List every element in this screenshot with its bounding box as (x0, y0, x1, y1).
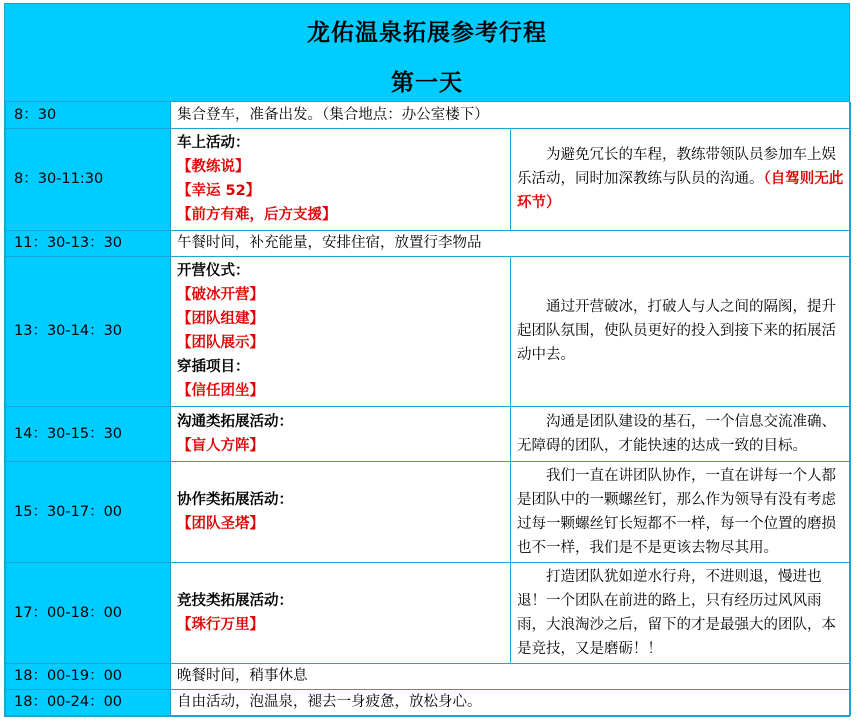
description-cell (511, 461, 851, 562)
day-title: 第一天 (391, 69, 463, 96)
description-text: 沟通是团队建设的基石，一个信息交流准确、无障碍的团队，才能快速的达成一致的目标。 (517, 413, 836, 454)
itinerary-sheet (4, 3, 850, 717)
activity-item: 【破冰开营】 (177, 287, 264, 303)
time-cell: 13：30-14：30 (6, 256, 171, 406)
activity-heading: 竞技类拓展活动： (177, 592, 293, 609)
table-row (6, 102, 851, 128)
activity-cell (171, 562, 511, 663)
schedule-table (5, 102, 851, 716)
activity-item: 【前方有难，后方支援】 (177, 207, 337, 223)
activity-cell: 午餐时间，补充能量，安排住宿，放置行李物品 (171, 230, 851, 256)
description-note: （自驾则无此环节） (517, 171, 844, 211)
description-text: 打造团队犹如逆水行舟，不进则退，慢进也退！一个团队在前进的路上，只有经历过风风雨雨，大浪淘沙之后，留下的才是最强大的团队，本是竞技，又是磨砺！！ (517, 568, 836, 657)
activity-item: 【盲人方阵】 (177, 437, 264, 454)
description-cell (511, 406, 851, 461)
table-row (6, 256, 851, 406)
time-cell: 8：30 (6, 102, 171, 128)
description-cell (511, 128, 851, 230)
activity-heading: 车上活动： (177, 135, 250, 151)
activity-heading: 开营仪式： (177, 263, 250, 279)
activity-cell (171, 461, 511, 562)
time-cell: 8：30-11:30 (6, 128, 171, 230)
description-cell (511, 562, 851, 663)
time-cell: 15：30-17：00 (6, 461, 171, 562)
description-cell (511, 256, 851, 406)
activity-cell: 晚餐时间，稍事休息 (171, 663, 851, 689)
activity-cell (171, 128, 511, 230)
activity-cell: 自由活动，泡温泉，褪去一身疲惫，放松身心。 (171, 689, 851, 715)
time-cell: 11：30-13：30 (6, 230, 171, 256)
table-row (6, 562, 851, 663)
activity-cell: 集合登车，准备出发。（集合地点：办公室楼下） (171, 102, 851, 128)
activity-heading: 协作类拓展活动： (177, 491, 293, 508)
activity-item: 【珠行万里】 (177, 616, 264, 633)
activity-item: 【幸运 52】 (177, 183, 261, 199)
time-cell: 14：30-15：30 (6, 406, 171, 461)
description-text: 我们一直在讲团队协作，一直在讲每一个人都是团队中的一颗螺丝钉，那么作为领导有没有考虑过每一颗螺丝钉长短都不一样，每一个位置的磨损也不一样，我们是不是更该去物尽其用。 (517, 467, 836, 556)
activity-item: 【团队展示】 (177, 335, 264, 351)
table-row (6, 230, 851, 256)
activity-item: 【教练说】 (177, 159, 250, 175)
activity-heading: 沟通类拓展活动： (177, 413, 293, 430)
table-row (6, 663, 851, 689)
time-cell: 18：00-19：00 (6, 663, 171, 689)
table-row (6, 461, 851, 562)
time-cell: 17：00-18：00 (6, 562, 171, 663)
time-cell: 18：00-24：00 (6, 689, 171, 715)
activity-cell (171, 256, 511, 406)
table-row (6, 128, 851, 230)
activity-cell (171, 406, 511, 461)
activity-item: 【团队组建】 (177, 311, 264, 327)
itinerary-header (5, 4, 849, 102)
activity-heading: 穿插项目： (177, 359, 250, 375)
table-row (6, 689, 851, 715)
activity-item: 【信任团坐】 (177, 383, 264, 399)
description-text: 通过开营破冰，打破人与人之间的隔阂，提升起团队氛围，使队员更好的投入到接下来的拓展活动中去。 (517, 299, 836, 363)
activity-item: 【团队圣塔】 (177, 515, 264, 532)
table-row (6, 406, 851, 461)
description-text: 为避免冗长的车程，教练带领队员参加车上娱乐活动，同时加深教练与队员的沟通。 (517, 147, 836, 187)
page-title: 龙佑温泉拓展参考行程 (307, 19, 547, 46)
